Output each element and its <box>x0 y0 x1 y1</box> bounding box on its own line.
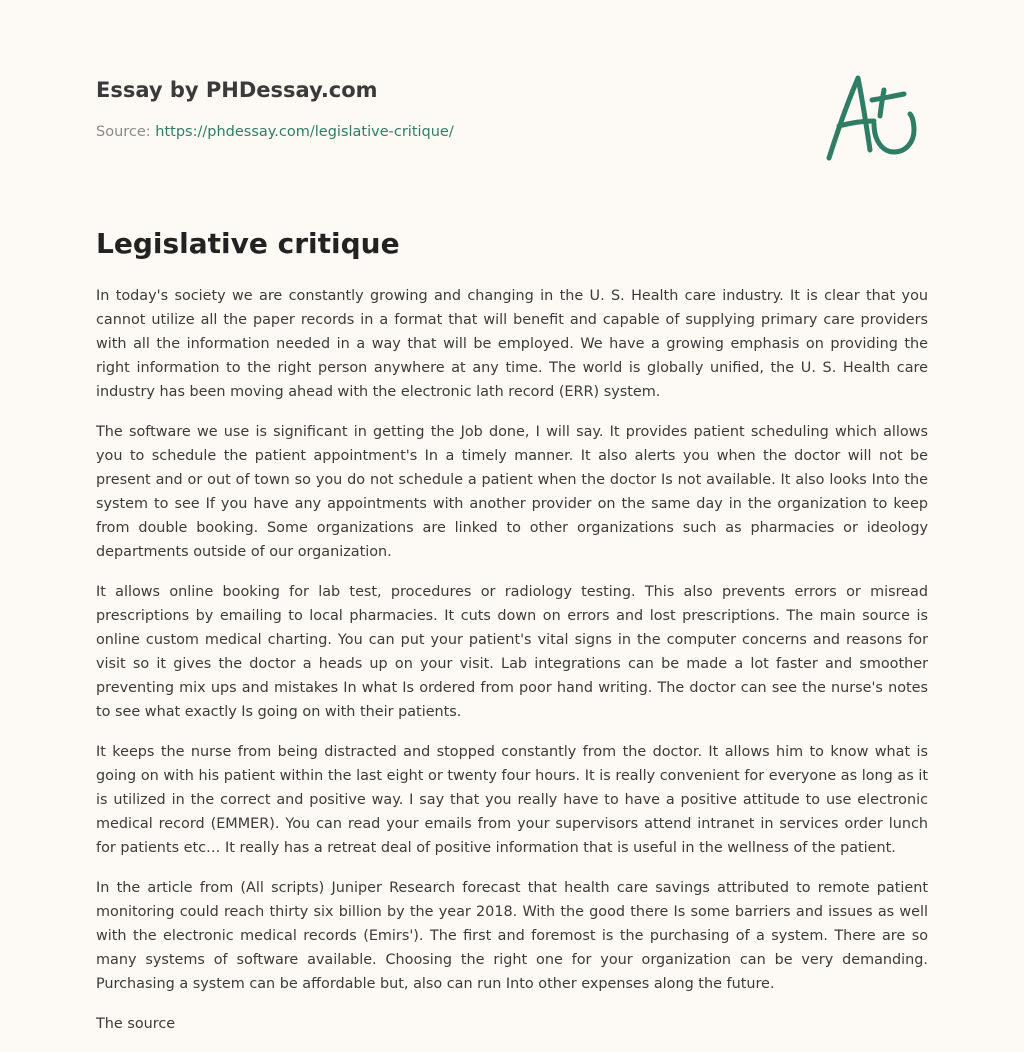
essay-body <box>96 284 928 1052</box>
source-link[interactable]: https://phdessay.com/legislative-critique/ <box>155 124 454 140</box>
essay-paragraph: The source <box>96 1016 176 1032</box>
essay-paragraph: In the article from (All scripts) Juniper Research forecast that health care savings attributed to remote patient monitoring could reach thirty six billion by the year 2018. With the good there Is some barriers and issues as well with the electronic medical records (Emirs'). The first and foremost is the purchasing of a system. There are so many systems of software available. Choosing the right one for your organization can be very demanding. Purchasing a system can be affordable but, also can run Into other expenses along the future. <box>96 880 928 992</box>
essay-header <box>96 76 796 142</box>
site-title: Essay by PHDessay.com <box>96 78 378 102</box>
essay-paragraph: The software we use is significant in getting the Job done, I will say. It provides patient scheduling which allows you to schedule the patient appointment's In a timely manner. It also alerts you when the doctor will not be present and or out of town so you do not schedule a patient when the doctor Is not available. It also looks Into the system to see If you have any appointments with another provider on the same day in the organization to keep from double booking. Some organizations are linked to other organizations such as pharmacies or ideology departments outside of our organization. <box>96 424 928 560</box>
a-plus-grade-icon <box>822 68 926 162</box>
essay-paragraph: In today's society we are constantly growing and changing in the U. S. Health care industry. It is clear that you cannot utilize all the paper records in a format that will benefit and capable of supplying primary care providers with all the information needed in a way that will be employed. We have a growing emphasis on providing the right information to the right person anywhere at any time. The world is globally unified, the U. S. Health care industry has been moving ahead with the electronic lath record (ERR) system. <box>96 288 928 400</box>
essay-title: Legislative critique <box>96 227 400 260</box>
source-label: Source: <box>96 124 151 140</box>
essay-paragraph: It allows online booking for lab test, procedures or radiology testing. This also prevents errors or misread prescriptions by emailing to local pharmacies. It cuts down on errors and lost prescriptions. The main source is online custom medical charting. You can put your patient's vital signs in the computer concerns and reasons for visit so it gives the doctor a heads up on your visit. Lab integrations can be made a lot faster and smoother preventing mix ups and mistakes In what Is ordered from poor hand writing. The doctor can see the nurse's notes to see what exactly Is going on with their patients. <box>96 584 928 720</box>
essay-paragraph: It keeps the nurse from being distracted and stopped constantly from the doctor. It allows him to know what is going on with his patient within the last eight or twenty four hours. It is really convenient for everyone as long as it is utilized in the correct and positive way. I say that you really have to have a positive attitude to use electronic medical record (EMMER). You can read your emails from your supervisors attend intranet in services order lunch for patients etc… It really has a retreat deal of positive information that is useful in the wellness of the patient. <box>96 744 928 856</box>
source-line <box>96 122 796 142</box>
